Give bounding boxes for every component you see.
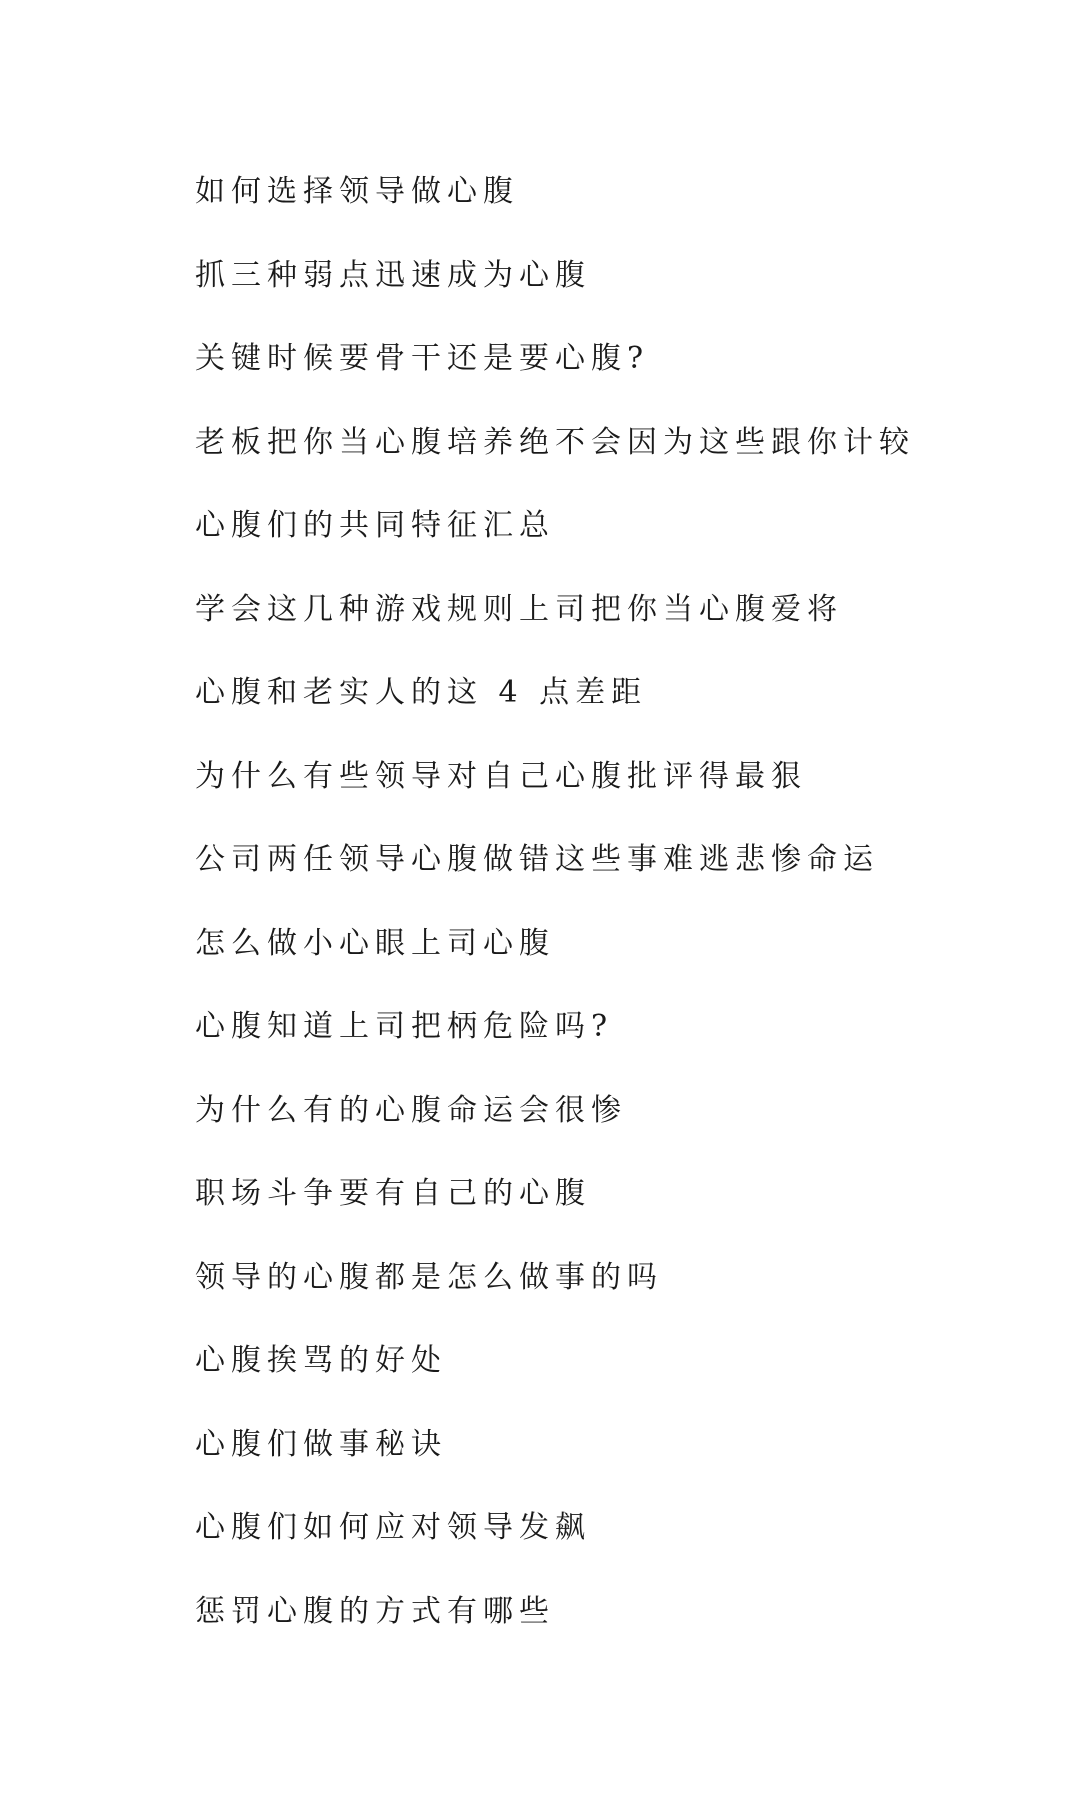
- topic-item: 惩罚心腹的方式有哪些: [195, 1593, 555, 1629]
- topic-item: 心腹们如何应对领导发飙: [195, 1510, 591, 1545]
- topic-item: 为什么有的心腹命运会很惨: [195, 1092, 627, 1128]
- topic-list: [195, 170, 1055, 1673]
- topic-item: 为什么有些领导对自己心腹批评得最狠: [195, 758, 807, 794]
- topic-item: 心腹和老实人的这 4 点差距: [195, 675, 648, 710]
- topic-item: 心腹知道上司把柄危险吗?: [195, 1009, 614, 1044]
- topic-item: 抓三种弱点迅速成为心腹: [195, 257, 591, 293]
- topic-item: 学会这几种游戏规则上司把你当心腹爱将: [195, 591, 843, 627]
- topic-item: 心腹们做事秘诀: [195, 1426, 447, 1462]
- topic-item: 如何选择领导做心腹: [195, 174, 519, 209]
- topic-item: 职场斗争要有自己的心腹: [195, 1176, 591, 1211]
- topic-item: 公司两任领导心腹做错这些事难逃悲惨命运: [195, 842, 879, 877]
- topic-item: 关键时候要骨干还是要心腹?: [195, 341, 650, 376]
- topic-item: 心腹们的共同特征汇总: [195, 508, 555, 543]
- topic-item: 心腹挨骂的好处: [195, 1343, 447, 1378]
- topic-item: 老板把你当心腹培养绝不会因为这些跟你计较: [195, 424, 915, 460]
- topic-item: 领导的心腹都是怎么做事的吗: [195, 1259, 663, 1295]
- topic-item: 怎么做小心眼上司心腹: [195, 925, 555, 961]
